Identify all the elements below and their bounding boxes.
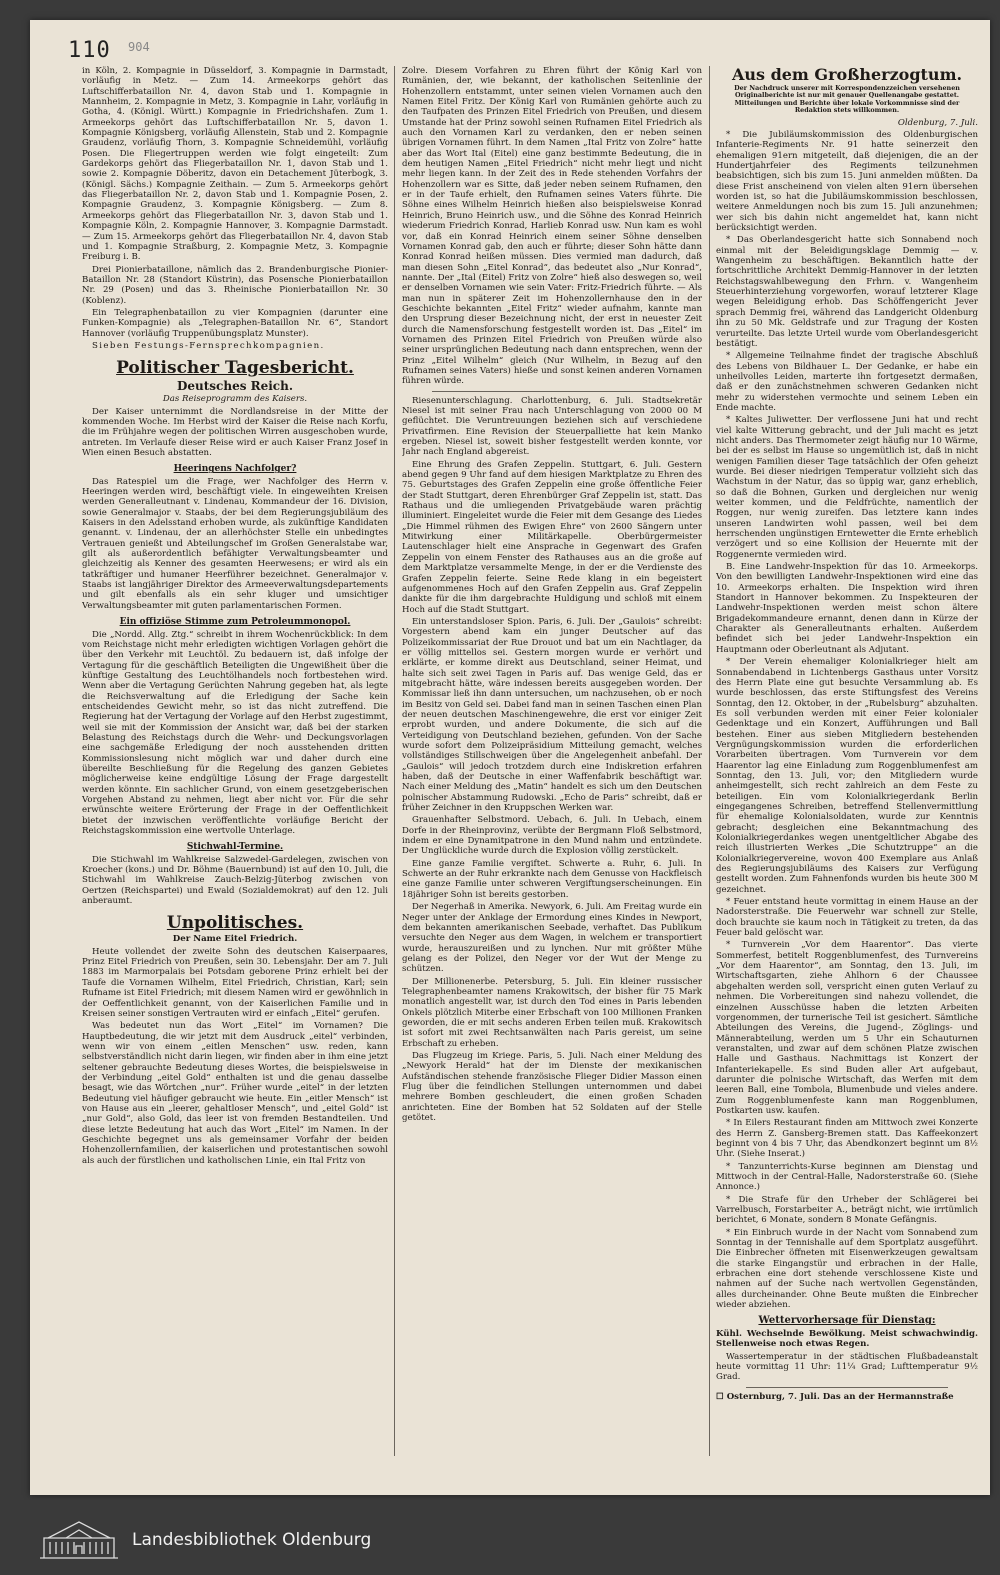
article-text: Das Flugzeug im Kriege. Paris, 5. Juli. Nach einer Meldung des „Newyork Herald“ hat der im Dienste der mexikanischen Aufständischen stehende französische Flieger Didier Masson einen Flug über die feindlichen Stellungen unternommen und dabei mehrere Bomben geschleudert, die einen großen Schaden anrichteten. Eine der Bomben hat 52 Soldaten auf der Stelle getötet.	[402, 1050, 702, 1124]
article-text: Heute vollendet der zweite Sohn des deutschen Kaiserpaares, Prinz Eitel Friedrich von Preußen, sein 30. Lebensjahr. Der am 7. Juli 1883 im Marmorpalais bei Potsdam geborene Prinz erhielt bei der Taufe die Vornamen Wilhelm, Eitel Friedrich, Christian, Karl; sein Rufname ist Eitel Friedrich; mit diesem Namen wird er gewöhnlich in der Oeffentlichkeit genannt, von der Kaiserlichen Familie und in Kreisen seiner sonstigen Vertrauten wird er einfach „Eitel“ gerufen.	[82, 946, 388, 1019]
page-number: 110	[68, 38, 111, 63]
column-2	[402, 66, 702, 1456]
article-text: Sieben Festungs-Fernsprechkompagnien.	[92, 340, 325, 351]
library-name[interactable]: Landesbibliothek Oldenburg	[132, 1530, 372, 1550]
article-text: Eine Ehrung des Grafen Zeppelin. Stuttgart, 6. Juli. Gestern abend gegen 9 Uhr fand auf dem hiesigen Marktplatze zu Ehren des 75. Geburtstages des Grafen Zeppelin eine große öffentliche Feier der Stadt Stuttgart, deren Ehrenbürger Graf Zeppelin ist, statt. Das Rathaus und die umliegenden Privatgebäude waren prächtig illuminiert. Eingeleitet wurde die Feier mit dem Gesange des Liedes „Die Himmel rühmen des Ewigen Ehre“ von 2600 Sängern unter Mitwirkung einer Militärkapelle. Oberbürgermeister Lautenschlager hielt eine Ansprache in Gegenwart des Grafen Zeppelin von einem Fenster des Rathauses aus an die große auf dem Marktplatze versammelte Menge, in der er die Verdienste des Grafen Zeppelin feierte. Seine Rede klang in ein begeistert aufgenommenes Hoch auf den Grafen Zeppelin aus. Graf Zeppelin dankte für die ihm dargebrachte Huldigung und schloß mit einem Hoch auf die Stadt Stuttgart.	[402, 459, 702, 615]
article-text: * Die Jubiläumskommission des Oldenburgischen Infanterie-Regiments Nr. 91 hatte seinerzeit den ehemaligen 91ern mitgeteilt, daß diejenigen, die an der Hundertjahrfeier des Regiments teilzunehmen beabsichtigen, sich bis zum 15. Juni anmelden müßten. Da diese Frist anscheinend von vielen alten 91ern übersehen worden ist, so hat die Jubiläumskommission beschlossen, weitere Anmeldungen noch bis zum 15. Juli anzunehmen; wer sich bis dahin nicht angemeldet hat, kann nicht berücksichtigt werden.	[716, 129, 978, 234]
article-text: B. Eine Landwehr-Inspektion für das 10. Armeekorps. Von den bewilligten Landwehr-Inspektionen wird eine das 10. Armeekorps erhalten. Die Inspektion wird ihren Standort in Hannover bekommen. Zu Inspekteuren der Landwehr-Inspektionen werden meist schon ältere Brigadekommandeure ernannt, denen dann in Kürze der Charakter als Generalleutnants erhalten. Außerdem befindet sich bei jeder Landwehr-Inspektion ein Hauptmann oder Oberleutnant als Adjutant.	[716, 562, 978, 655]
article-text: * Tanzunterrichts-Kurse beginnen am Dienstag und Mittwoch in der Central-Halle, Nadorsterstraße 60. (Siehe Annonce.)	[716, 1161, 978, 1193]
article-text: Grauenhafter Selbstmord. Uebach, 6. Juli. In Uebach, einem Dorfe in der Rheinprovinz, verübte der Bergmann Floß Selbstmord, indem er eine Dynamitpatrone in den Mund nahm und entzündete. Der Unglückliche wurde durch die Explosion völlig zerstückelt.	[402, 815, 702, 857]
article-heading: Ein offiziöse Stimme zum Petroleummonopol.	[119, 617, 351, 628]
article-text: ☐ Osternburg, 7. Juli. Das an der Hermannstraße	[716, 1391, 954, 1402]
article-text: Eine ganze Familie vergiftet. Schwerte a. Ruhr, 6. Juli. In Schwerte an der Ruhr erkrankte nach dem Genusse von Hackfleisch eine ganze Familie unter schweren Vergiftungserscheinungen. Ein 18jähriger Sohn ist bereits gestorben.	[402, 858, 702, 900]
article-text: * Ein Einbruch wurde in der Nacht vom Sonnabend zum Sonntag in der Tennishalle auf dem Sportplatz ausgeführt. Die Einbrecher öffneten mit Eisenwerkzeugen gewaltsam die starke Eingangstür und erbrachen in der Halle, erbrachen eine dort stehende verschlossene Kiste und nahmen auf der Suche nach wertvollen Gegenständen, alles durcheinander. Ohne Beute mußten die Einbrecher wieder abziehen.	[716, 1227, 978, 1311]
column-rule	[709, 66, 710, 1456]
article-text: * Turnverein „Vor dem Haarentor“. Das vierte Sommerfest, betitelt Roggenblumenfest, des Turnvereins „Vor dem Haarentor“, am Sonntag, den 13. Juli, im Wirtschaftsgarten, ziehe Ahlhorn 6 der Chaussee abgehalten werden soll, verspricht einen guten Verlauf zu nehmen. Die Vorbereitungen sind nahezu vollendet, die einzelnen Ausschüsse haben die letzten Arbeiten vorgenommen, der turnerische Teil ist gesichert. Sämtliche Abteilungen des Vereins, die Jugend-, Zöglings- und Männerabteilung, werden um 5 Uhr ein Schauturnen veranstalten, und zwar auf dem schönen Platze zwischen Halle und Gasthaus. Nachmittags ist Konzert der Infanteriekapelle. Es sind Buden aller Art aufgebaut, darunter die polnische Wirtschaft, das Werfen mit dem leeren Ball, eine Tombola, Blumenbude und vieles andere. Zum Roggenblumenfeste kann man Roggenblumen, Postkarten usw. kaufen.	[716, 940, 978, 1116]
article-text: * In Eilers Restaurant finden am Mittwoch zwei Konzerte des Herrn Z. Gansberg-Bremen statt. Das Kaffeekonzert beginnt von 4 bis 7 Uhr, das Abendkonzert beginnt um 8½ Uhr. (Siehe Inserat.)	[716, 1118, 978, 1160]
article-text: * Kaltes Juliwetter. Der verflossene Juni hat und recht viel kalte Witterung gebracht, und der Juli macht es jetzt nicht anders. Das Thermometer zeigt häufig nur 10 Wärme, bei der es selbst im Hause so ungemütlich ist, daß in nicht wenigen Familien dieser Tage tatsächlich der Ofen geheizt wurde. Bei dieser niedrigen Temperatur vollzieht sich das Wachstum in der Natur, das so üppig war, ganz erheblich, so daß die Bohnen, Gurken und dergleichen nur wenig weiter kommen, und die Feldfrüchte, namentlich der Roggen, nur wenig zureifen. Das letztere kann indes unseren Landwirten wohl passen, weil bei dem herrschenden ungünstigen Erntewetter die Ernte erheblich verzögert und so eine Kollision der Heuernte mit der Roggenernte vermieden wird.	[716, 415, 978, 560]
article-text: Was bedeutet nun das Wort „Eitel“ im Vornamen? Die Hauptbedeutung, die wir jetzt mit dem Ausdruck „eitel“ verbinden, wenn wir von einem „eitlen Menschen“ usw. reden, kann selbstverständlich nicht darin liegen, wir finden aber in ihm eine jetzt seltener gebrauchte Bedeutung dieses Wortes, die beispielsweise in der Verbindung „eitel Gold“ enthalten ist und die genau dasselbe besagt, wie das Wörtchen „nur“. Früher wurde „eitel“ in der letzten Bedeutung viel häufiger gebraucht wie heute. Ein „eitler Mensch“ ist von Hause aus ein „leerer, gehaltloser Mensch“, und „eitel Gold“ ist „nur Gold“, also Gold, das leer ist von fremden Bestandteilen. Und diese letzte Bedeutung hat auch das Wort „Eitel“ im Namen. In der Geschichte begegnet uns als gemeinsamer Vorfahr der beiden Hohenzollernfamilien, der kaiserlichen und protestantischen sowohl als auch der fürstlichen und katholischen Linie, ein Ital Fritz von	[82, 1021, 388, 1166]
water-temperature: Wassertemperatur in der städtischen Flußbadeanstalt heute vormittag 11 Uhr: 11¼ Grad; Lufttemperatur 9½ Grad.	[716, 1351, 978, 1383]
article-text: * Der Verein ehemaliger Kolonialkrieger hielt am Sonnabendabend in Lichtenbergs Gasthaus unter Vorsitz des Herrn Plate eine gut besuchte Versammlung ab. Es wurde beschlossen, das erste Stiftungsfest des Vereins Sonntag, den 12. Oktober, in der „Rubelsburg“ abzuhalten. Es soll verbunden werden mit einer Feier kolonialer Gedenktage und ein Konzert, Aufführungen und Ball bestehen. Einer aus sieben Mitgliedern bestehenden Vergnügungskommission wurden die erforderlichen Vorarbeiten übertragen. Vom Turnverein vor dem Haarentor lag eine Einladung zum Roggenblumenfest am Sonntag, den 13. Juli, vor; den Mitgliedern wurde anheimgestellt, sich recht zahlreich an dem Feste zu beteiligen. Ein vom Kolonialkriegerdank Berlin eingegangenes Schreiben, betreffend Stellenvermittlung für ehemalige Kolonialsoldaten, wurde zur Kenntnis gebracht; desgleichen eine Bekanntmachung des Kolonialkriegerdankes wegen unentgeltlicher Abgabe des reich illustrierten Werkes „Die Schutztruppe“ an die Kolonialkriegervereine, wovon 400 Exemplare aus Anlaß des Regierungsjubiläums des Kaisers zur Verfügung gestellt worden. Zum Fahnenfonds wurden bis heute 300 M gezeichnet.	[716, 657, 978, 895]
newspaper-page	[30, 20, 990, 1495]
article-heading: Stichwahl-Termine.	[186, 842, 284, 853]
article-heading: Heeringens Nachfolger?	[173, 464, 297, 475]
article-text: * Allgemeine Teilnahme findet der tragische Abschluß des Lebens von Bildhauer L. Der Gedanke, er habe ein unheilvolles Leiden, marterte ihn fortgesetzt dermaßen, daß er den zunächstnehmen schweren Gedanken nicht mehr zu widerstehen vermochte und seinem Leben ein Ende machte.	[716, 351, 978, 413]
article-text: Der Millionenerbe. Petersburg, 5. Juli. Ein kleiner russischer Telegraphenbeamter namens Krakowitsch, der bisher für 75 Mark monatlich angestellt war, ist durch den Tod eines in Paris lebenden Onkels plötzlich Miterbe einer Erbschaft von 100 Millionen Franken geworden, die er mit sechs anderen Erben teilen muß. Krakowitsch ist sofort mit zwei Rechtsanwälten nach Paris gereist, um seine Erbschaft zu erheben.	[402, 976, 702, 1049]
article-text: Drei Pionierbataillone, nämlich das 2. Brandenburgische Pionier-Bataillon Nr. 28 (Standort Küstrin), das Posensche Pionierbataillon Nr. 29 (Posen) und das 3. Rheinische Pionierbataillon Nr. 30 (Koblenz).	[82, 264, 388, 306]
article-text: Der Negerhaß in Amerika. Newyork, 6. Juli. Am Freitag wurde ein Neger unter der Anklage der Ermordung eines Kindes in Newport, dem bekannten amerikanischen Seebade, verhaftet. Das Publikum versuchte den Neger aus dem Wagen, in welchem er transportiert wurde, herauszureißen und zu lynchen. Nur mit größter Mühe gelang es der Polizei, den Neger vor der Wut der Menge zu schützen.	[402, 902, 702, 975]
column-rule	[394, 66, 395, 1456]
masthead-notice: Der Nachdruck unserer mit Korrespondenzzeichen versehenen Originalberichte ist nur mit genauer Quellenangabe gestattet. Mitteilungen und Berichte über lokale Vorkommnisse sind der Redaktion stets willkommen.	[734, 84, 960, 115]
section-heading: Unpolitisches.	[166, 913, 304, 934]
article-text: Ein unterstandsloser Spion. Paris, 6. Juli. Der „Gaulois“ schreibt: Vorgestern abend kam ein junger Deutscher auf das Polizeikommissariat der Rue Drouot und bat um ein Nachtlager, da er völlig mittellos sei. Gestern morgen wurde er verhört und erklärte, er komme direkt aus Deutschland, seiner Heimat, und halte sich seit zwei Tagen in Paris auf. Das wenige Geld, das er mitgebracht hätte, wäre indessen bereits ausgegeben worden. Der Kommissar ließ ihn dann untersuchen, um nachzusehen, ob er noch im Besitz von Geld sei. Dabei fand man in seinen Taschen einen Plan der neuen deutschen Maschinengewehre, die erst vor einiger Zeit erprobt wurden, und andere Dokumente, die sich auf die Verteidigung von Deutschland beziehen, gefunden. Von der Sache wurde sofort dem Polizeipräsidium Mitteilung gemacht, welches vollständiges Stillschweigen über die Angelegenheit anbefahl. Der „Gaulois“ will jedoch trotzdem durch eine Indiskretion erfahren haben, daß der Deutsche in einer Waffenfabrik beschäftigt war. Nach einer Meldung des „Matin“ handelt es sich um den Deutschen polnischer Abstammung Rudowski. „Echo de Paris“ schreibt, daß er früher Zeichner in den Kruppschen Werken war.	[402, 616, 702, 814]
article-separator	[746, 1387, 948, 1388]
article-text: * Feuer entstand heute vormittag in einem Hause an der Nadorsterstraße. Die Feuerwehr war schnell zur Stelle, doch brauchte sie kaum noch in Tätigkeit zu treten, da das Feuer bald gelöscht war.	[716, 897, 978, 939]
article-text: Riesenunterschlagung. Charlottenburg, 6. Juli. Stadtsekretär Niesel ist mit seiner Frau nach Unterschlagung von 2000 00 M geflüchtet. Die Veruntreuungen beziehen sich auf verschiedene Privatfirmen. Eine Revision der Steuerpalliette hat kein Manko ergeben. Niesel ist, soweit bisher festgestellt werden konnte, vor Jahr nach England abgereist.	[402, 395, 702, 458]
section-heading: Politischer Tagesbericht.	[116, 358, 354, 379]
article-text: in Köln, 2. Kompagnie in Düsseldorf, 3. Kompagnie in Darmstadt, vorläufig in Metz. — Zum 14. Armeekorps gehört das Luftschifferbataillon Nr. 4, davon Stab und 1. Kompagnie in Mannheim, 2. Kompagnie in Metz, 3. Kompagnie in Lahr, vorläufig in Gotha, 4. (Königl. Württ.) Kompagnie in Friedrichshafen. Zum 1. Armeekorps gehört das Luftschifferbataillon Nr. 5, davon 1. Kompagnie Königsberg, vorläufig Allenstein, Stab und 2. Kompagnie Graudenz, vorläufig Thorn, 3. Kompagnie Schneidemühl, vorläufig Posen. Die Fliegertruppen werden wie folgt eingeteilt: Zum Gardekorps gehört das Fliegerbataillon Nr. 1, davon Stab und 1. sowie 2. Kompagnie Döberitz, davon ein Detachement Jüterbogk, 3. (Königl. Sächs.) Kompagnie Zeithain. — Zum 5. Armeekorps gehört das Fliegerbataillon Nr. 2, davon Stab und 1. Kompagnie Posen, 2. Kompagnie Graudenz, 3. Kompagnie Königsberg. — Zum 8. Armeekorps gehört das Fliegerbataillon Nr. 3, davon Stab und 1. Kompagnie Köln, 2. Kompagnie Hannover, 3. Kompagnie Darmstadt. — Zum 15. Armeekorps gehört das Fliegerbataillon Nr. 4, davon Stab und 1. Kompagnie Straßburg, 2. Kompagnie Metz, 3. Kompagnie Freiburg i. B.	[82, 66, 388, 263]
handwritten-margin-note: 904	[128, 40, 150, 54]
article-text: * Das Oberlandesgericht hatte sich Sonnabend noch einmal mit der Beleidigungsklage Demmig — v. Wangenheim zu beschäftigen. Bekanntlich hatte der fortschrittliche Architekt Demmig-Hannover in der letzten Reichstagswahlbewegung den Frhrn. v. Wangenheim Steuerhinterziehung vorgeworfen, worauf letzterer Klage wegen Beleidigung erhob. Das Schöffengericht Jever sprach Demmig frei, während das Landgericht Oldenburg ihn zu 50 Mk. Geldstrafe und zur Tragung der Kosten verurteilte. Das letzte Urteil wurde vom Oberlandesgericht bestätigt.	[716, 235, 978, 349]
article-text: Zolre. Diesem Vorfahren zu Ehren führt der König Karl von Rumänien, der, wie bekannt, der katholischen Seitenlinie der Hohenzollern entstammt, unter seinen vielen Vornamen auch den Namen Eitel Fritz. Der König Karl von Rumänien gehörte auch zu den Taufpaten des Prinzen Eitel Friedrich von Preußen, und diesem Umstande hat der Prinz sowohl seinen Rufnamen Eitel Friedrich als auch den Vornamen Karl zu verdanken, den er neben seinen übrigen Vornamen führt. In dem Namen „Ital Fritz von Zolre“ hatte aber das Wort Ital (Eitel) eine ganz bestimmte Bedeutung, die in dem heutigen Namen „Eitel Friedrich“ nicht mehr liegt und nicht mehr liegen kann. In der Zeit des in Rede stehenden Vorfahrs der Hohenzollern war es Sitte, daß jeder neben seinem Rufnamen, den er in der Taufe erhielt, den Rufnamen seines Vaters führte. Die Söhne eines Wilhelm Heinrich hießen also beispielsweise Konrad Heinrich, Bruno Heinrich usw., und die Söhne des Konrad Heinrich wiederum Friedrich Konrad, Harlieb Konrad usw. Nun kam es wohl vor, daß ein Konrad Heinrich einem seiner Söhne denselben Vornamen Konrad gab, den auch er führte; dieser Sohn hätte dann Konrad Konrad heißen müssen. Dies vermied man dadurch, daß man diesen Sohn „Eitel Konrad“, das bedeutet also „Nur Konrad“, nannte. Der „Ital (Eitel) Fritz von Zolre“ hieß also deswegen so, weil er denselben Vornamen wie sein Vater: Fritz-Friedrich führte. — Als man nun in späterer Zeit im Hohenzollernhause den in der Geschichte bekannten „Eitel Fritz“ wieder aufnahm, kannte man den Ursprung dieser Bezeichnung nicht, der erst in neuester Zeit durch die Namensforschung festgestellt worden ist. Das „Eitel“ im Vornamen des Prinzen Eitel Friedrich von Preußen würde also seiner ursprünglichen Bedeutung nach dann entsprechen, wenn der Prinz „Eitel Wilhelm“ gleich (Nur Wilhelm, in Bezug auf den Rufnamen seines Vaters) hieße und sonst keinen anderen Vornamen führen würde.	[402, 66, 702, 387]
weather-heading: Wettervorhersage für Dienstag:	[758, 1315, 936, 1327]
weather-forecast: Kühl. Wechselnde Bewölkung. Meist schwachwindig. Stellenweise noch etwas Regen.	[716, 1328, 978, 1350]
article-separator	[432, 391, 672, 392]
article-heading: Der Name Eitel Friedrich.	[172, 934, 298, 945]
article-text: Das Ratespiel um die Frage, wer Nachfolger des Herrn v. Heeringen werden wird, beschäftigt viele. In eingeweihten Kreisen werden Generalleutnant v. Lindenau, Kommandeur der 16. Division, sowie Generalmajor v. Staabs, der bei dem Regierungsjubiläum des Kaisers in den Adelsstand erhoben wurde, als zukünftige Kandidaten genannt. v. Lindenau, der an allerhöchster Stelle ein unbedingtes Vertrauen genießt und Abteilungschef im Großen Generalstabe war, gilt als außerordentlich befähigter Verwaltungsbeamter und gleichzeitig als Kenner des gesamten Heerwesens; er wird als ein tatkräftiger und humaner Heerführer bezeichnet. Generalmajor v. Staabs ist langjähriger Direktor des Armeeverwaltungsdepartements und gilt ebenfalls als ein sehr kluger und umsichtiger Verwaltungsbeamter mit guten parlamentarischen Formen.	[82, 476, 388, 611]
library-building-icon	[36, 1518, 122, 1560]
dateline: Oldenburg, 7. Juli.	[897, 117, 978, 128]
section-masthead: Aus dem Großherzogtum.	[731, 66, 963, 84]
column-1	[82, 66, 388, 1456]
article-text: Der Kaiser unternimmt die Nordlandsreise in der Mitte der kommenden Woche. Im Herbst wird der Kaiser die Reise nach Korfu, die im Frühjahre wegen der politischen Wirren ausgeschoben wurde, antreten. Im Verlaufe dieser Reise wird er auch Kaiser Franz Josef in Wien einen Besuch abstatten.	[82, 406, 388, 458]
article-text: Ein Telegraphenbataillon zu vier Kompagnien (darunter eine Funken-Kompagnie) als „Telegraphen-Bataillon Nr. 6“, Standort Hannover (vorläufig Truppenübungsplatz Munster).	[82, 307, 388, 339]
article-text: * Die Strafe für den Urheber der Schlägerei bei Varrelbusch, Forstarbeiter A., beträgt nicht, wie irrtümlich berichtet, 6 Monate, sondern 8 Monate Gefängnis.	[716, 1194, 978, 1226]
article-text: Die Stichwahl im Wahlkreise Salzwedel-Gardelegen, zwischen von Kroecher (kons.) und Dr. Böhme (Bauernbund) ist auf den 10. Juli, die Stichwahl im Wahlkreise Zauch-Belzig-Jüterbog zwischen von Oertzen (Reichspartei) und Ewald (Sozialdemokrat) auf den 12. Juli anberaumt.	[82, 854, 388, 907]
viewer-footer	[0, 1500, 1000, 1575]
column-3	[716, 66, 978, 1456]
article-text: Die „Nordd. Allg. Ztg.“ schreibt in ihrem Wochenrückblick: In dem vom Reichstage nicht mehr erledigten wichtigen Vorlagen gehört die über den Verkehr mit Leuchtöl. Zu bedauern ist, daß infolge der Vertagung für die geschäftlich Beteiligten die Ungewißheit über die künftige Gestaltung des Leuchtölhandels noch fortbestehen wird. Wenn aber die Vertagung Gerüchten Nahrung gegeben hat, als legte die Reichsverwaltung auf die Erledigung der Sache kein entscheidendes Gewicht mehr, so ist das nicht zutreffend. Die Regierung hat der Vertagung der Vorlage auf den Herbst zugestimmt, weil sie mit der Kommission der Ansicht war, daß bei der starken Belastung des Reichstags durch die Wehr- und Deckungsvorlagen eine sachgemäße Erledigung der noch ausstehenden dritten Kommissionslesung nicht möglich war und daher durch eine übereilte Beschließung für die Regelung des ganzen Gebietes möglicherweise keine endgültige Lösung der Frage dargestellt werden könnte. Ein sachlicher Grund, von einem gesetzgeberischen Vorgehen Abstand zu nehmen, liegt aber nicht vor. Für die sehr erwünschte weitere Erörterung der Frage in der Oeffentlichkeit bietet der inzwischen veröffentlichte vorläufige Bericht der Reichstagskommission eine wertvolle Unterlage.	[82, 629, 388, 837]
subsection-heading: Deutsches Reich.	[176, 379, 294, 394]
article-heading: Das Reiseprogramm des Kaisers.	[162, 394, 308, 405]
